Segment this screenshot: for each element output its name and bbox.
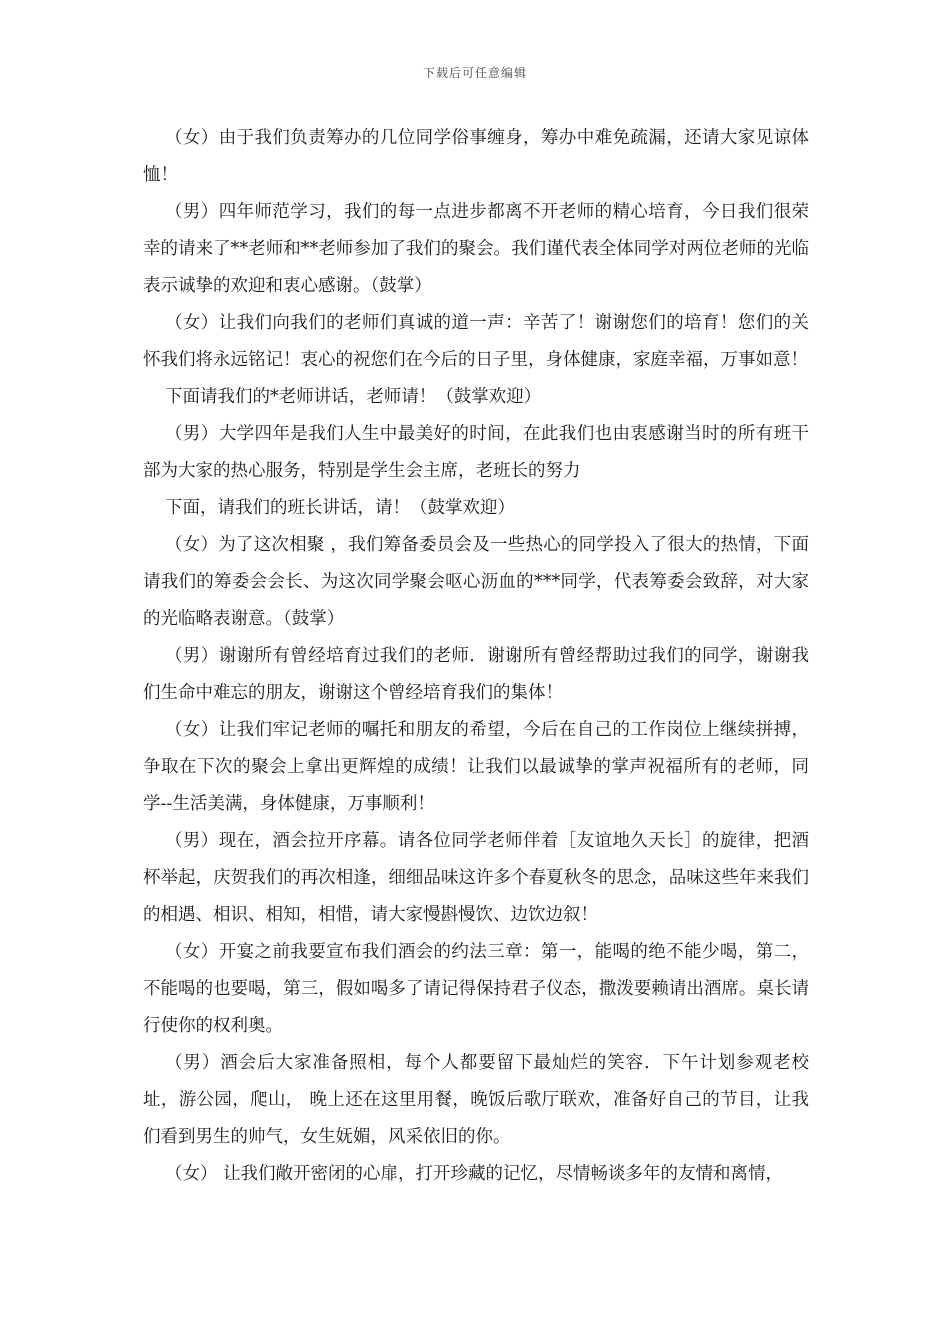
paragraph: 下面请我们的*老师讲话，老师请！（鼓掌欢迎）: [165, 387, 542, 407]
paragraph: （男）现在，酒会拉开序幕。请各位同学老师伴着［友谊地久天长］的旋律，把酒杯举起，庆贺我们的再次相逢，细细品味这许多个春夏秋冬的思念，品味这些年来我们的相遇、相识、相知，相惜，请大家慢斟慢饮、边饮边叙！: [143, 831, 809, 925]
paragraph: （男）谢谢所有曾经培育过我们的老师．谢谢所有曾经帮助过我们的同学，谢谢我们生命中难忘的朋友，谢谢这个曾经培育我们的集体！: [143, 646, 809, 703]
paragraph: （女）由于我们负责筹办的几位同学俗事缠身，筹办中难免疏漏，还请大家见谅体恤！: [143, 128, 809, 185]
paragraph: （男）酒会后大家准备照相，每个人都要留下最灿烂的笑容．下午计划参观老校址，游公园，爬山， 晚上还在这里用餐，晚饭后歌厅联欢，准备好自己的节目，让我们看到男生的帅气，女生妩媚，风采依旧的你。: [143, 1053, 809, 1147]
page-header: 下载后可任意编辑: [422, 66, 527, 80]
paragraph: （男）大学四年是我们人生中最美好的时间，在此我们也由衷感谢当时的所有班干部为大家的热心服务，特别是学生会主席，老班长的努力: [143, 424, 809, 481]
paragraph: （女）为了这次相聚 ，我们筹备委员会及一些热心的同学投入了很大的热情，下面请我们的筹委会会长、为这次同学聚会呕心沥血的***同学，代表筹委会致辞，对大家的光临略表谢意。（鼓掌）: [143, 535, 809, 629]
paragraph: 下面，请我们的班长讲话，请！（鼓掌欢迎）: [165, 498, 515, 518]
paragraph: （女） 让我们敞开密闭的心扉，打开珍藏的记忆，尽情畅谈多年的友情和离情，: [165, 1164, 784, 1184]
paragraph: （女）开宴之前我要宣布我们酒会的约法三章：第一，能喝的绝不能少喝，第二，不能喝的也要喝，第三，假如喝多了请记得保持君子仪态，撒泼要赖请出酒席。桌长请行使你的权利奥。: [143, 942, 809, 1036]
paragraph: （女）让我们牢记老师的嘱托和朋友的希望，今后在自己的工作岗位上继续拼搏，争取在下次的聚会上拿出更辉煌的成绩！让我们以最诚挚的掌声祝福所有的老师，同学--生活美满，身体健康，万事顺利！: [143, 720, 809, 814]
document-body: [143, 120, 809, 1193]
paragraph: （男）四年师范学习，我们的每一点进步都离不开老师的精心培育，今日我们很荣幸的请来了**老师和**老师参加了我们的聚会。我们谨代表全体同学对两位老师的光临表示诚挚的欢迎和衷心感谢。（鼓掌）: [143, 202, 809, 296]
paragraph: （女）让我们向我们的老师们真诚的道一声：辛苦了！谢谢您们的培育！您们的关怀我们将永远铭记！衷心的祝您们在今后的日子里，身体健康，家庭幸福，万事如意！: [143, 313, 809, 370]
